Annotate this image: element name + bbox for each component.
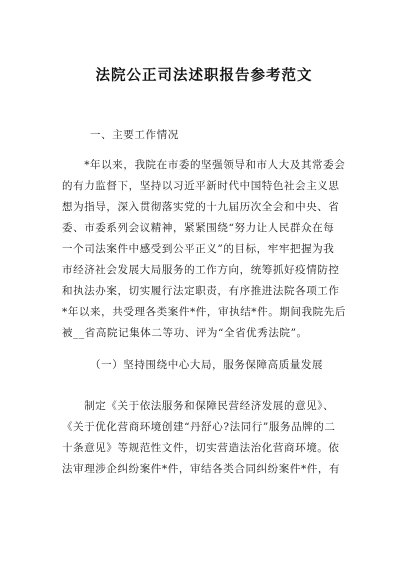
paragraph-line: 一个司法案件中感受到公平正义”的目标，牢牢把握为我 bbox=[62, 243, 335, 255]
paragraph-line: 想为指导，深入贯彻落实党的十九届历次全会和中央、省 bbox=[62, 201, 340, 213]
paragraph-line: 委、市委系列会议精神，紧紧围绕“努力让人民群众在每 bbox=[62, 222, 335, 234]
paragraph-line: 市经济社会发展大局服务的工作方向，统筹抓好疫情防控 bbox=[62, 264, 340, 276]
paragraph-business-environment bbox=[62, 396, 352, 480]
paragraph-line: 《关于优化营商环境创建“丹舒心?法同行”服务品牌的二 bbox=[62, 421, 336, 433]
paragraph-line: 被__省高院记集体二等功、评为“全省优秀法院”。 bbox=[62, 327, 308, 339]
paragraph-line: *年以来，我院在市委的坚强领导和市人大及其常委会 bbox=[62, 159, 346, 171]
paragraph-line: 制定《关于依法服务和保障民营经济发展的意见》、 bbox=[62, 400, 335, 412]
paragraph-line: 的有力监督下，坚持以习近平新时代中国特色社会主义思 bbox=[62, 180, 340, 192]
paragraph-line: 十条意见》等规范性文件，切实营造法治化营商环境。依 bbox=[62, 442, 340, 454]
paragraph-line: 和执法办案，切实履行法定职责，有序推进法院各项工作 bbox=[62, 285, 340, 297]
subsection-heading-serve-development: （一）坚持围绕中心大局，服务保障高质量发展 bbox=[90, 359, 324, 371]
paragraph-line: *年以来，共受理各类案件*件，审执结*件。期间我院先后 bbox=[62, 306, 346, 318]
document-title: 法院公正司法述职报告参考范文 bbox=[95, 68, 313, 84]
paragraph-line: 法审理涉企纠纷案件*件，审结各类合同纠纷案件*件，有 bbox=[62, 463, 341, 475]
section-heading-main-work: 一、主要工作情况 bbox=[90, 129, 179, 141]
paragraph-work-overview bbox=[62, 155, 352, 344]
